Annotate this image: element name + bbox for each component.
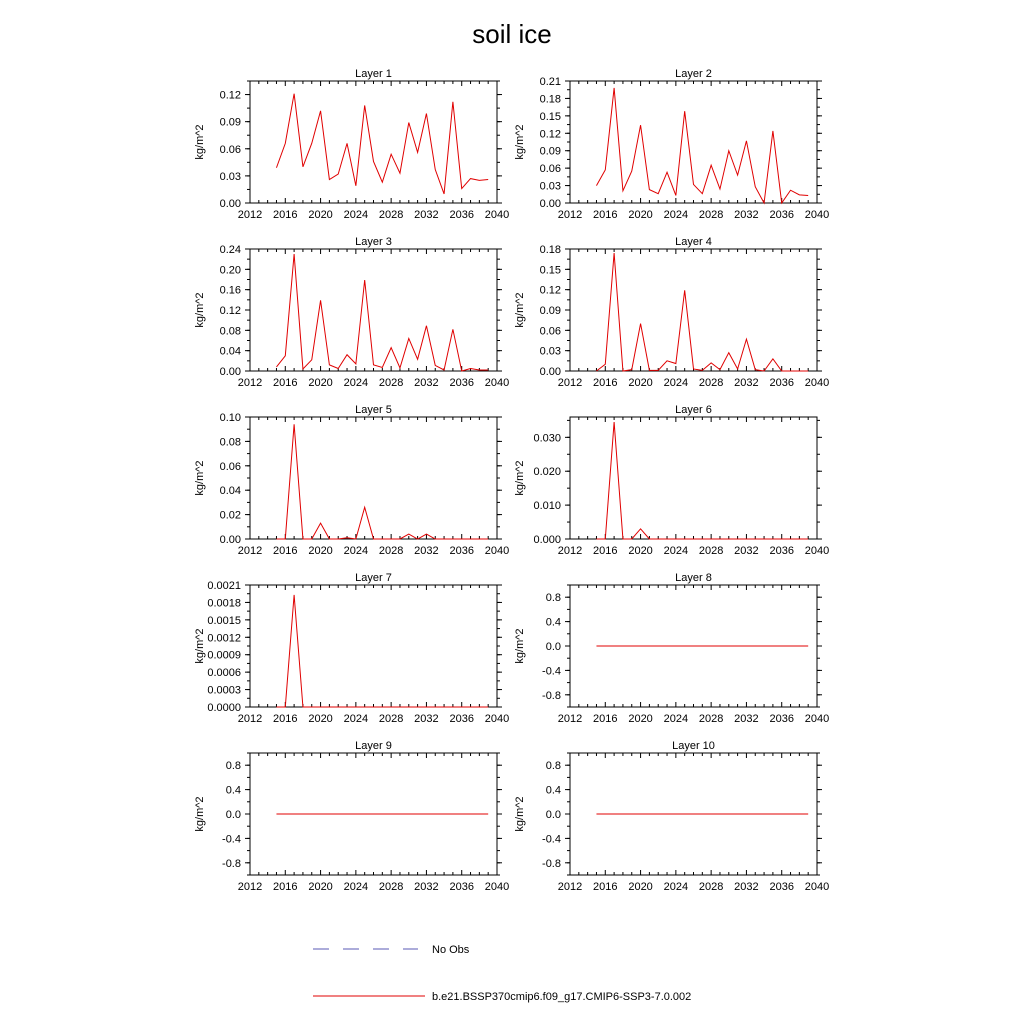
- x-tick-label: 2020: [628, 377, 653, 389]
- x-tick-label: 2040: [484, 881, 510, 893]
- y-axis-label: kg/m^2: [194, 124, 206, 160]
- y-axis-label: kg/m^2: [514, 628, 526, 664]
- model-series-line: [596, 88, 808, 203]
- x-tick-label: 2036: [449, 545, 474, 557]
- x-tick-label: 2036: [769, 545, 794, 557]
- x-tick-label: 2012: [237, 881, 263, 893]
- x-tick-label: 2024: [343, 545, 369, 557]
- y-tick-label: 0.20: [219, 264, 241, 277]
- x-tick-label: 2032: [734, 881, 759, 893]
- y-tick-label: 0.09: [539, 305, 561, 317]
- y-tick-label: -0.8: [542, 689, 561, 702]
- x-tick-label: 2020: [628, 209, 653, 221]
- x-tick-label: 2012: [237, 545, 263, 557]
- y-tick-label: 0.4: [225, 784, 241, 797]
- y-tick-label: 0.18: [539, 93, 561, 106]
- panel-layer-2: [514, 68, 829, 221]
- x-tick-label: 2028: [698, 881, 724, 893]
- y-tick-label: 0.12: [539, 128, 561, 141]
- y-tick-label: 0.12: [219, 305, 241, 317]
- x-tick-label: 2016: [273, 881, 298, 893]
- x-tick-label: 2036: [449, 209, 474, 221]
- model-series-line: [276, 254, 488, 371]
- y-tick-label: 0.09: [539, 145, 561, 158]
- y-axis-label: kg/m^2: [514, 796, 526, 832]
- panel-title: Layer 5: [355, 404, 392, 416]
- model-series-line: [276, 595, 488, 707]
- x-tick-label: 2036: [769, 377, 794, 389]
- x-tick-label: 2020: [628, 545, 653, 557]
- x-tick-label: 2024: [663, 377, 689, 389]
- y-tick-label: 0.03: [219, 170, 241, 183]
- model-series-line: [596, 253, 808, 371]
- x-tick-label: 2028: [698, 377, 724, 389]
- x-tick-label: 2028: [698, 713, 724, 725]
- figure-title: soil ice: [472, 19, 552, 49]
- x-tick-label: 2016: [273, 545, 298, 557]
- x-tick-label: 2032: [734, 713, 759, 725]
- x-tick-label: 2020: [308, 377, 333, 389]
- y-tick-label: 0.16: [219, 284, 241, 297]
- y-tick-label: 0.4: [545, 784, 561, 797]
- x-tick-label: 2020: [308, 545, 333, 557]
- x-tick-label: 2012: [237, 377, 263, 389]
- y-tick-label: 0.12: [539, 284, 561, 297]
- y-tick-label: 0.8: [545, 592, 561, 605]
- panel-layer-4: [514, 236, 829, 389]
- x-tick-label: 2012: [557, 881, 583, 893]
- y-tick-label: 0.00: [219, 366, 241, 378]
- y-tick-label: 0.010: [533, 500, 561, 513]
- x-tick-label: 2028: [378, 545, 404, 557]
- x-tick-label: 2032: [734, 545, 759, 557]
- y-tick-label: 0.8: [545, 760, 561, 773]
- y-tick-label: 0.08: [219, 436, 241, 449]
- x-tick-label: 2040: [484, 545, 510, 557]
- panel-title: Layer 4: [675, 236, 712, 248]
- panel-grid: [194, 68, 829, 893]
- y-tick-label: 0.02: [219, 509, 241, 522]
- x-tick-label: 2012: [557, 209, 583, 221]
- y-tick-label: 0.0009: [207, 649, 241, 662]
- x-tick-label: 2028: [378, 209, 404, 221]
- x-tick-label: 2036: [449, 713, 474, 725]
- x-tick-label: 2040: [484, 713, 510, 725]
- x-tick-label: 2024: [343, 881, 369, 893]
- x-tick-label: 2036: [769, 881, 794, 893]
- plot-frame: [250, 249, 497, 371]
- x-tick-label: 2028: [378, 881, 404, 893]
- y-tick-label: -0.4: [542, 833, 561, 846]
- x-tick-label: 2012: [237, 713, 263, 725]
- y-tick-label: 0.24: [219, 244, 241, 256]
- x-tick-label: 2028: [378, 377, 404, 389]
- x-tick-label: 2040: [484, 377, 510, 389]
- x-tick-label: 2016: [593, 209, 618, 221]
- model-series-line: [276, 424, 488, 539]
- y-tick-label: 0.0000: [207, 702, 241, 714]
- panel-layer-10: [514, 740, 829, 893]
- y-tick-label: 0.21: [539, 76, 561, 88]
- panel-title: Layer 3: [355, 236, 392, 248]
- y-tick-label: 0.09: [219, 116, 241, 129]
- panel-title: Layer 9: [355, 740, 392, 752]
- x-tick-label: 2024: [663, 881, 689, 893]
- x-tick-label: 2040: [484, 209, 510, 221]
- panel-title: Layer 6: [675, 404, 712, 416]
- x-tick-label: 2024: [663, 545, 689, 557]
- x-tick-label: 2020: [628, 713, 653, 725]
- y-tick-label: 0.18: [539, 244, 561, 256]
- y-tick-label: 0.15: [539, 110, 561, 123]
- y-tick-label: 0.0021: [207, 580, 241, 592]
- x-tick-label: 2032: [414, 713, 439, 725]
- y-tick-label: -0.8: [542, 857, 561, 870]
- x-tick-label: 2020: [308, 713, 333, 725]
- x-tick-label: 2020: [308, 881, 333, 893]
- y-tick-label: 0.08: [219, 325, 241, 338]
- x-tick-label: 2036: [449, 881, 474, 893]
- y-tick-label: -0.8: [222, 857, 241, 870]
- y-axis-label: kg/m^2: [514, 124, 526, 160]
- x-tick-label: 2040: [804, 713, 830, 725]
- panel-title: Layer 8: [675, 572, 712, 584]
- panel-layer-5: [194, 404, 509, 557]
- model-series-line: [276, 94, 488, 194]
- x-tick-label: 2020: [628, 881, 653, 893]
- y-tick-label: 0.0: [545, 809, 561, 821]
- x-tick-label: 2012: [557, 713, 583, 725]
- x-tick-label: 2032: [414, 545, 439, 557]
- x-tick-label: 2016: [593, 545, 618, 557]
- x-tick-label: 2036: [769, 209, 794, 221]
- x-tick-label: 2024: [343, 713, 369, 725]
- plot-frame: [250, 81, 497, 203]
- panel-layer-1: [194, 68, 509, 221]
- x-tick-label: 2024: [663, 209, 689, 221]
- model-series-line: [596, 422, 808, 539]
- y-tick-label: 0.0003: [207, 684, 241, 697]
- panel-title: Layer 7: [355, 572, 392, 584]
- y-tick-label: 0.00: [219, 198, 241, 210]
- y-tick-label: 0.03: [539, 345, 561, 358]
- y-axis-label: kg/m^2: [194, 628, 206, 664]
- y-tick-label: 0.0: [545, 641, 561, 653]
- y-tick-label: 0.0006: [207, 667, 241, 680]
- x-tick-label: 2012: [557, 545, 583, 557]
- y-axis-label: kg/m^2: [194, 292, 206, 328]
- panel-title: Layer 1: [355, 68, 392, 80]
- x-tick-label: 2024: [343, 377, 369, 389]
- x-tick-label: 2012: [557, 377, 583, 389]
- x-tick-label: 2024: [343, 209, 369, 221]
- panel-title: Layer 2: [675, 68, 712, 80]
- y-tick-label: 0.15: [539, 264, 561, 277]
- x-tick-label: 2032: [414, 377, 439, 389]
- y-tick-label: 0.10: [219, 412, 241, 424]
- y-axis-label: kg/m^2: [194, 796, 206, 832]
- x-tick-label: 2040: [804, 377, 830, 389]
- y-tick-label: 0.06: [219, 460, 241, 473]
- y-tick-label: 0.04: [219, 345, 241, 358]
- x-tick-label: 2016: [273, 377, 298, 389]
- legend-obs-label: No Obs: [432, 944, 470, 956]
- x-tick-label: 2028: [698, 209, 724, 221]
- x-tick-label: 2028: [698, 545, 724, 557]
- y-tick-label: 0.030: [533, 432, 561, 445]
- y-tick-label: 0.06: [539, 163, 561, 176]
- y-tick-label: 0.03: [539, 180, 561, 193]
- x-tick-label: 2016: [593, 377, 618, 389]
- x-tick-label: 2040: [804, 209, 830, 221]
- x-tick-label: 2016: [273, 713, 298, 725]
- y-tick-label: 0.00: [539, 366, 561, 378]
- x-tick-label: 2024: [663, 713, 689, 725]
- y-tick-label: 0.8: [225, 760, 241, 773]
- y-tick-label: 0.0018: [207, 597, 241, 610]
- x-tick-label: 2028: [378, 713, 404, 725]
- y-tick-label: 0.020: [533, 466, 561, 479]
- panel-layer-9: [194, 740, 509, 893]
- x-tick-label: 2032: [734, 209, 759, 221]
- y-tick-label: -0.4: [542, 665, 561, 678]
- y-tick-label: 0.00: [219, 534, 241, 546]
- y-tick-label: -0.4: [222, 833, 241, 846]
- x-tick-label: 2012: [237, 209, 263, 221]
- y-axis-label: kg/m^2: [194, 460, 206, 496]
- x-tick-label: 2032: [414, 881, 439, 893]
- x-tick-label: 2032: [734, 377, 759, 389]
- y-tick-label: 0.4: [545, 616, 561, 629]
- panel-layer-8: [514, 572, 829, 725]
- x-tick-label: 2016: [273, 209, 298, 221]
- x-tick-label: 2020: [308, 209, 333, 221]
- x-tick-label: 2040: [804, 545, 830, 557]
- y-tick-label: 0.04: [219, 485, 241, 498]
- legend: [313, 944, 691, 1003]
- y-axis-label: kg/m^2: [514, 292, 526, 328]
- y-tick-label: 0.00: [539, 198, 561, 210]
- y-tick-label: 0.12: [219, 89, 241, 102]
- panel-title: Layer 10: [672, 740, 715, 752]
- x-tick-label: 2032: [414, 209, 439, 221]
- x-tick-label: 2016: [593, 881, 618, 893]
- legend-model-label: b.e21.BSSP370cmip6.f09_g17.CMIP6-SSP3-7.0.002: [432, 991, 692, 1003]
- y-tick-label: 0.0: [225, 809, 241, 821]
- panel-layer-6: [514, 404, 829, 557]
- y-tick-label: 0.06: [219, 143, 241, 156]
- panel-layer-7: [194, 572, 509, 725]
- x-tick-label: 2040: [804, 881, 830, 893]
- x-tick-label: 2036: [449, 377, 474, 389]
- y-tick-label: 0.06: [539, 325, 561, 338]
- x-tick-label: 2016: [593, 713, 618, 725]
- panel-layer-3: [194, 236, 509, 389]
- y-tick-label: 0.0012: [207, 632, 241, 645]
- y-tick-label: 0.000: [533, 534, 561, 546]
- x-tick-label: 2036: [769, 713, 794, 725]
- y-axis-label: kg/m^2: [514, 460, 526, 496]
- y-tick-label: 0.0015: [207, 614, 241, 627]
- plot-frame: [570, 249, 817, 371]
